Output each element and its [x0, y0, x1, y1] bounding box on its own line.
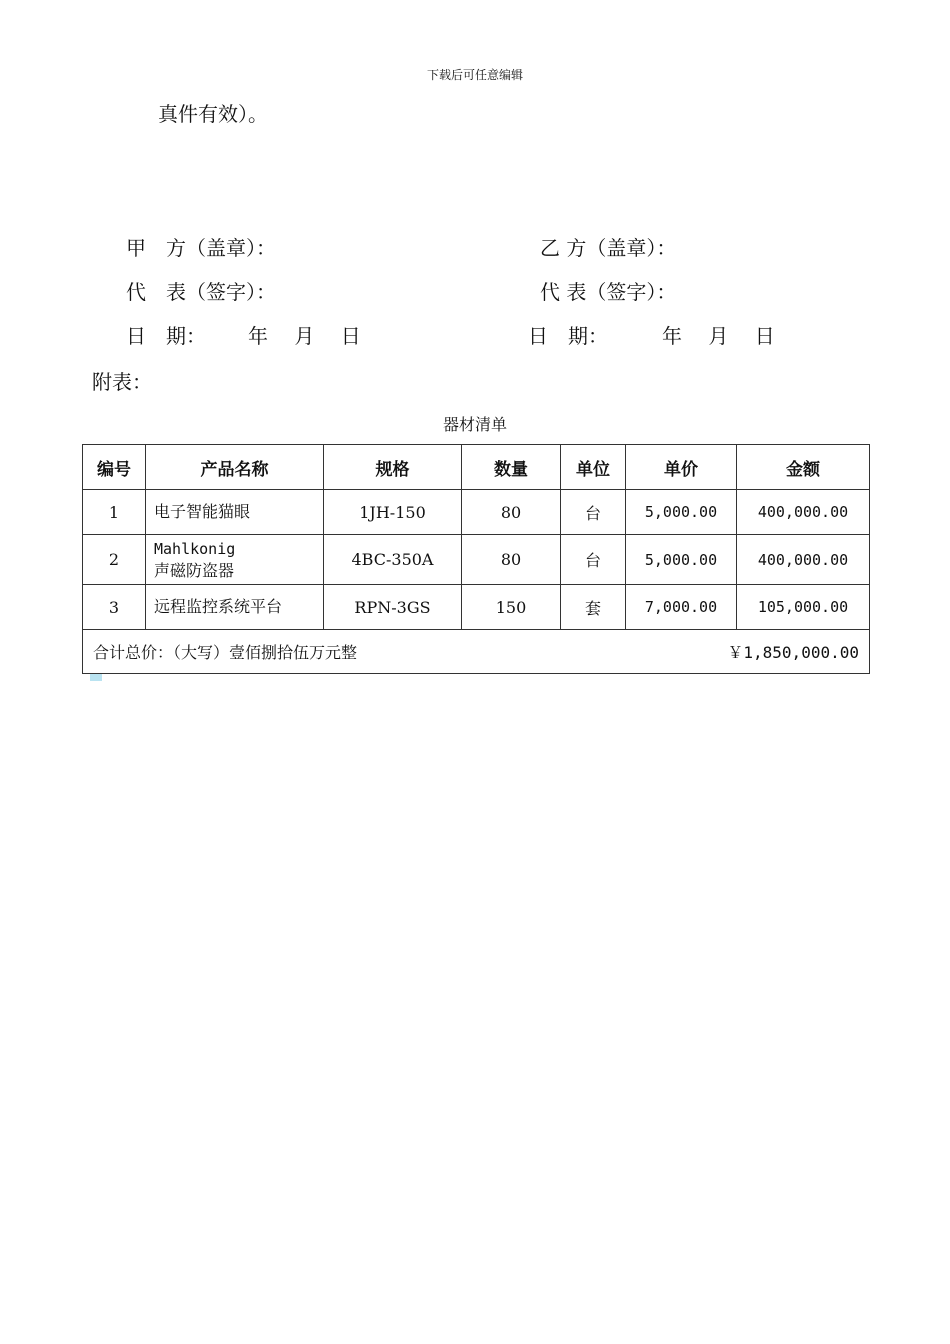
- cell-unit: 台: [561, 535, 626, 585]
- table-total-row: [83, 630, 870, 674]
- cell-name: 电子智能猫眼: [146, 490, 324, 535]
- cell-spec: 4BC-350A: [324, 535, 462, 585]
- col-header-qty: 数量: [462, 445, 561, 490]
- party-b-rep: 代 表（签字）：: [540, 280, 677, 304]
- total-label: 合计总价：（大写）壹佰捌拾伍万元整: [93, 643, 358, 662]
- page-header-note: 下载后可任意编辑: [426, 68, 523, 82]
- party-b-label: 乙 方（盖章）：: [540, 236, 677, 260]
- cell-name-line1: Mahlkonig: [154, 539, 236, 558]
- cell-spec: 1JH-150: [324, 490, 462, 535]
- paragraph-marker: [90, 674, 102, 681]
- cell-price: 5,000.00: [626, 490, 737, 535]
- cell-amount: 400,000.00: [737, 535, 870, 585]
- cell-unit: 台: [561, 490, 626, 535]
- col-header-spec: 规格: [324, 445, 462, 490]
- col-header-price: 单价: [626, 445, 737, 490]
- total-cell: [83, 630, 870, 674]
- continued-text: 真件有效）。: [158, 102, 268, 126]
- cell-spec: RPN-3GS: [324, 585, 462, 630]
- col-header-no: 编号: [83, 445, 146, 490]
- party-a-date-label: 日 期：: [126, 324, 206, 348]
- cell-amount: 105,000.00: [737, 585, 870, 630]
- party-a-date-fields: 年 月 日: [248, 324, 361, 348]
- col-header-name: 产品名称: [146, 445, 324, 490]
- col-header-unit: 单位: [561, 445, 626, 490]
- table-title: 器材清单: [442, 415, 507, 434]
- party-a-label: 甲 方（盖章）：: [126, 236, 276, 260]
- cell-no: 2: [83, 535, 146, 585]
- col-header-amount: 金额: [737, 445, 870, 490]
- cell-no: 3: [83, 585, 146, 630]
- cell-name: 远程监控系统平台: [146, 585, 324, 630]
- cell-no: 1: [83, 490, 146, 535]
- equipment-table: [82, 444, 870, 674]
- cell-qty: 150: [462, 585, 561, 630]
- party-a-rep: 代 表（签字）：: [126, 280, 276, 304]
- appendix-label: 附表：: [92, 370, 152, 394]
- cell-price: 7,000.00: [626, 585, 737, 630]
- cell-price: 5,000.00: [626, 535, 737, 585]
- cell-unit: 套: [561, 585, 626, 630]
- cell-name-line2: 声磁防盗器: [154, 560, 235, 580]
- table-row: [83, 585, 870, 630]
- party-b-date-fields: 年 月 日: [662, 324, 775, 348]
- total-value: ￥1,850,000.00: [727, 643, 859, 662]
- table-header-row: [83, 445, 870, 490]
- cell-amount: 400,000.00: [737, 490, 870, 535]
- party-b-date-label: 日 期：: [528, 324, 608, 348]
- cell-name: [146, 535, 324, 585]
- cell-qty: 80: [462, 535, 561, 585]
- table-row: [83, 490, 870, 535]
- cell-qty: 80: [462, 490, 561, 535]
- table-row: [83, 535, 870, 585]
